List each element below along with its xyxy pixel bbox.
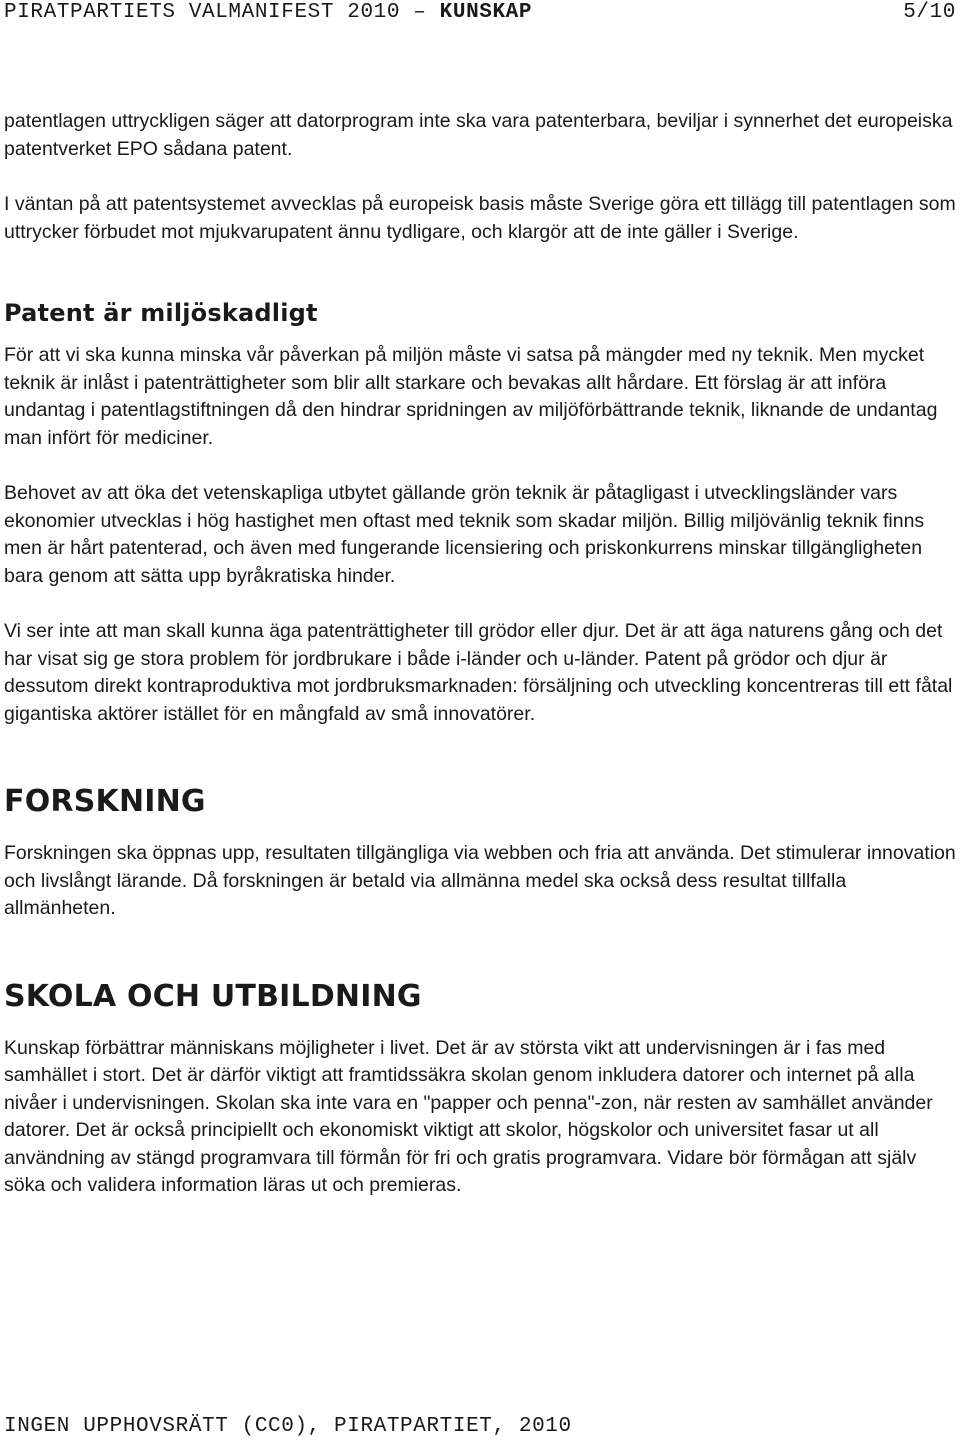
section-heading-skola: SKOLA OCH UTBILDNING [4,978,422,1014]
paragraph: Behovet av att öka det vetenskapliga utbytet gällande grön teknik är påtagligast i utvecklingsländer vars ekonomier utvecklas i hög hastighet men oftast med teknik som skadar miljön. Billig miljövänlig teknik finns men är hårt patenterad, och även med fungerande licensiering och priskonkurrens minskar tillgängligheten bara genom att sätta upp byråkratiska hinder. [4,482,925,587]
document-body [4,108,956,1228]
page-footer: INGEN UPPHOVSRÄTT (CC0), PIRATPARTIET, 2010 [4,1415,572,1438]
page-header [4,0,956,26]
subheading-patent-miljo: Patent är miljöskadligt [4,299,318,327]
section-heading-forskning: FORSKNING [4,784,206,819]
paragraph: I väntan på att patentsystemet avvecklas på europeisk basis måste Sverige göra ett tillägg till patentlagen som uttrycker förbudet mot mjukvarupatent ännu tydligare, och klargör att de inte gäller i Sverige. [4,193,956,243]
header-title-section: KUNSKAP [439,1,533,24]
paragraph: För att vi ska kunna minska vår påverkan på miljön måste vi satsa på mängder med ny teknik. Men mycket teknik är inlåst i patenträttigheter som blir allt starkare och bevakas allt hårdare. Ett förslag är att införa undantag i patentlagstiftningen då den hindrar spridningen av miljöförbättrande teknik, liknande de undantag man infört för mediciner. [4,344,938,449]
paragraph: Forskningen ska öppnas upp, resultaten tillgängliga via webben och fria att använda. Det stimulerar innovation och livslångt lärande. Då forskningen är betald via allmänna medel ska också dess resultat tillfalla allmänheten. [4,842,956,919]
page-number: 5/10 [903,1,956,24]
header-title-prefix: PIRATPARTIETS VALMANIFEST 2010 – [4,1,440,24]
paragraph: Vi ser inte att man skall kunna äga patenträttigheter till grödor eller djur. Det är att äga naturens gång och det har visat sig ge stora problem för jordbrukare i både i-länder och u-länder. Patent på grödor och djur är dessutom direkt kontraproduktiva mot jordbruksmarknaden: försäljning och utveckling koncentreras till ett fåtal gigantiska aktörer istället för en mångfald av små innovatörer. [4,620,953,725]
paragraph: patentlagen uttryckligen säger att datorprogram inte ska vara patenterbara, beviljar i synnerhet det europeiska patentverket EPO sådana patent. [4,110,953,160]
paragraph: Kunskap förbättrar människans möjligheter i livet. Det är av största vikt att undervisningen är i fas med samhället i stort. Det är därför viktigt att framtidssäkra skolan genom inkludera datorer och internet på alla nivåer i undervisningen. Skolan ska inte vara en "papper och penna"-zon, när resten av samhället använder datorer. Det är också principiellt och ekonomiskt viktigt att skolor, högskolor och universitet fasar ut all användning av stängd programvara till förmån för fri och gratis programvara. Vidare bör förmågan att själv söka och validera information läras ut och premieras. [4,1036,933,1196]
